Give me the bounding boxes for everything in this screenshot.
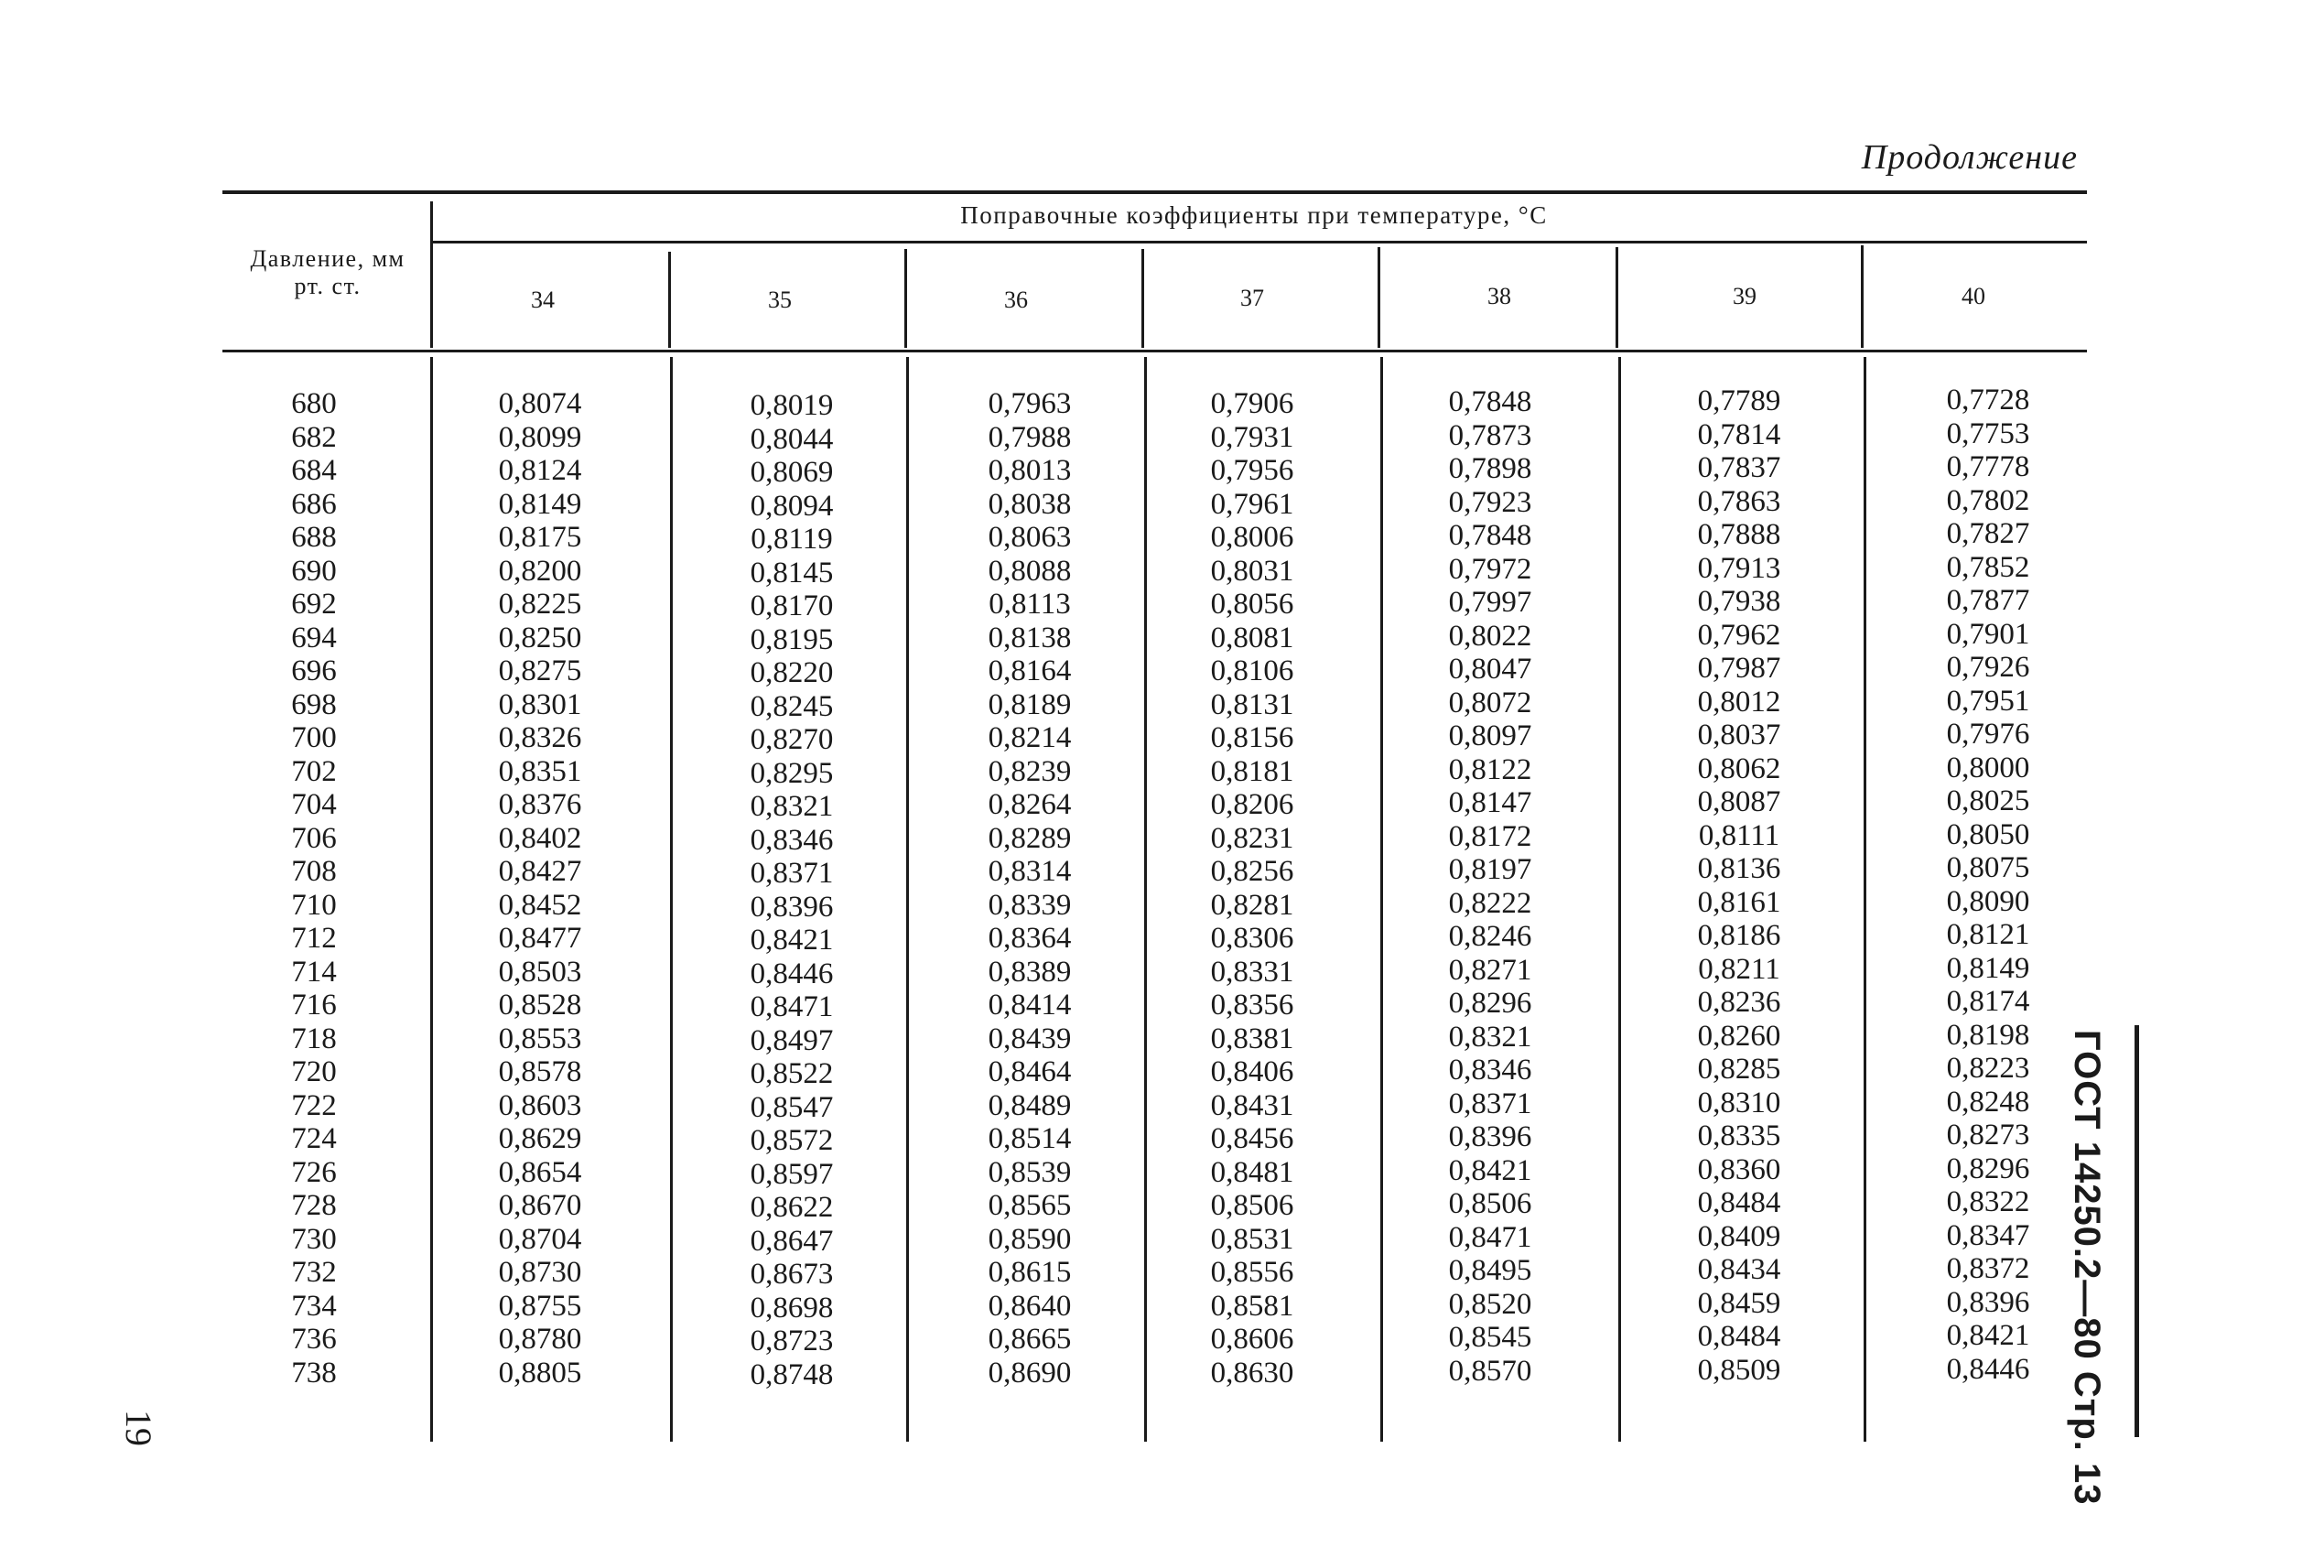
table-cell: 0,8528	[498, 989, 582, 1022]
table-cell: 708	[291, 855, 337, 888]
table-cell: 0,8471	[750, 990, 834, 1023]
table-cell: 0,8223	[1946, 1052, 2030, 1085]
table-cell: 0,8622	[750, 1191, 834, 1224]
table-cell: 0,7837	[1697, 451, 1781, 484]
table-cell: 702	[291, 754, 337, 788]
table-cell: 0,8389	[988, 955, 1072, 989]
table-cell: 0,8256	[1210, 855, 1294, 888]
table-cell: 736	[291, 1323, 337, 1356]
table-cell: 0,8748	[750, 1357, 834, 1391]
table-cell: 0,8446	[1946, 1352, 2030, 1386]
table-cell: 0,8264	[988, 788, 1072, 821]
table-cell: 714	[291, 955, 337, 989]
table-cell: 0,8181	[1210, 754, 1294, 788]
table-cell: 0,8347	[1946, 1218, 2030, 1252]
table-cell: 0,8175	[498, 521, 582, 554]
table-cell: 0,8231	[1210, 821, 1294, 855]
table-cell: 0,8189	[988, 687, 1072, 721]
table-cell: 0,8698	[750, 1291, 834, 1325]
table-cell: 0,8236	[1697, 986, 1781, 1019]
table-cell: 0,8164	[988, 654, 1072, 687]
table-cell: 0,8553	[498, 1022, 582, 1055]
table-cell: 0,8022	[1448, 619, 1532, 653]
value-column-34	[449, 387, 632, 1390]
table-cell: 0,8484	[1697, 1186, 1781, 1219]
table-cell: 0,8326	[498, 721, 582, 754]
table-cell: 0,7987	[1697, 652, 1781, 685]
table-cell: 686	[291, 487, 337, 521]
table-cell: 0,8409	[1697, 1219, 1781, 1253]
table-cell: 0,8364	[988, 922, 1072, 955]
row-header: Давление, мм рт. ст.	[250, 245, 405, 299]
table-cell: 0,8371	[1448, 1087, 1532, 1120]
table-cell: 0,8062	[1697, 752, 1781, 785]
table-cell: 706	[291, 821, 337, 855]
value-column-40	[1897, 384, 2080, 1386]
table-cell: 704	[291, 788, 337, 821]
table-cell: 0,8200	[498, 554, 582, 588]
table-cell: 0,8547	[750, 1090, 834, 1124]
table-cell: 0,8321	[1448, 1020, 1532, 1054]
table-cell: 0,8088	[988, 554, 1072, 588]
table-cell: 0,8434	[1697, 1253, 1781, 1286]
table-cell: 0,8335	[1697, 1119, 1781, 1152]
table-cell: 0,8755	[498, 1289, 582, 1323]
table-cell: 0,8239	[988, 754, 1072, 788]
document-code: ГОСТ 14250.2—80 Стр. 13	[2067, 1030, 2107, 1506]
table-cell: 0,7802	[1946, 483, 2030, 517]
table-cell: 0,8321	[750, 790, 834, 823]
table-cell: 0,8195	[750, 622, 834, 656]
table-cell: 0,8497	[750, 1023, 834, 1057]
table-cell: 0,8459	[1697, 1286, 1781, 1320]
table-cell: 0,8351	[498, 754, 582, 788]
table-cell: 0,8044	[750, 422, 834, 456]
table-cell: 0,7789	[1697, 384, 1781, 417]
table-cell: 696	[291, 654, 337, 687]
table-cell: 0,8421	[750, 924, 834, 957]
table-cell: 0,8421	[1946, 1319, 2030, 1352]
table-cell: 0,8531	[1210, 1222, 1294, 1256]
table-cell: 682	[291, 420, 337, 454]
table-cell: 0,8471	[1448, 1220, 1532, 1254]
table-cell: 0,8396	[1448, 1120, 1532, 1153]
table-cell: 0,8670	[498, 1189, 582, 1222]
continuation-label: Продолжение	[1861, 138, 2078, 177]
table-cell: 0,8647	[750, 1224, 834, 1258]
table-cell: 0,8161	[1697, 885, 1781, 919]
table-cell: 0,8220	[750, 656, 834, 689]
table-cell: 0,8147	[1448, 786, 1532, 819]
table-cell: 688	[291, 521, 337, 554]
table-cell: 0,7848	[1448, 385, 1532, 418]
table-cell: 0,8381	[1210, 1022, 1294, 1055]
table-cell: 0,8248	[1946, 1085, 2030, 1119]
table-cell: 0,8780	[498, 1323, 582, 1356]
table-cell: 0,8456	[1210, 1122, 1294, 1155]
table-cell: 0,8099	[498, 420, 582, 454]
table-cell: 0,8556	[1210, 1256, 1294, 1289]
table-cell: 0,8520	[1448, 1287, 1532, 1321]
table-cell: 692	[291, 588, 337, 621]
table-cell: 0,8289	[988, 821, 1072, 855]
table-cell: 0,7814	[1697, 417, 1781, 451]
col-divider-1	[668, 252, 671, 348]
table-cell: 0,8250	[498, 621, 582, 654]
table-cell: 0,8214	[988, 721, 1072, 754]
table-cell: 0,8186	[1697, 919, 1781, 952]
table-cell: 0,8503	[498, 955, 582, 989]
table-cell: 0,8069	[750, 456, 834, 489]
table-cell: 0,8145	[750, 556, 834, 589]
table-cell: 0,8149	[498, 487, 582, 521]
table-cell: 0,8506	[1210, 1189, 1294, 1222]
table-cell: 0,7898	[1448, 452, 1532, 485]
table-cell: 0,8246	[1448, 920, 1532, 953]
table-cell: 0,8439	[988, 1022, 1072, 1055]
table-cell: 722	[291, 1088, 337, 1122]
table-cell: 0,8050	[1946, 817, 2030, 851]
table-cell: 0,7913	[1697, 551, 1781, 585]
table-cell: 0,7873	[1448, 418, 1532, 452]
table-cell: 0,8245	[750, 689, 834, 723]
table-cell: 0,8031	[1210, 554, 1294, 588]
table-cell: 0,8119	[751, 523, 833, 556]
table-cell: 0,8371	[750, 857, 834, 890]
table-cell: 698	[291, 687, 337, 721]
table-cell: 0,8414	[988, 989, 1072, 1022]
table-cell: 0,7976	[1946, 718, 2030, 751]
table-top-rule	[222, 190, 2087, 194]
table-cell: 0,8581	[1210, 1289, 1294, 1323]
temp-header-40: 40	[1962, 283, 1985, 309]
table-cell: 684	[291, 454, 337, 487]
table-cell: 0,8565	[988, 1189, 1072, 1222]
table-cell: 0,8805	[498, 1356, 582, 1390]
temp-header-34: 34	[531, 287, 555, 313]
table-cell: 0,8270	[750, 723, 834, 756]
table-cell: 0,7877	[1946, 584, 2030, 617]
table-cell: 0,8339	[988, 888, 1072, 922]
value-column-35	[700, 389, 883, 1391]
table-cell: 0,8346	[1448, 1054, 1532, 1087]
table-cell: 0,7972	[1448, 552, 1532, 586]
col-divider-3	[1141, 249, 1144, 348]
table-cell: 710	[291, 888, 337, 922]
table-cell: 0,8360	[1697, 1152, 1781, 1186]
table-cell: 0,8113	[989, 588, 1071, 621]
table-cell: 0,8063	[988, 521, 1072, 554]
table-cell: 720	[291, 1055, 337, 1088]
table-cell: 0,8421	[1448, 1153, 1532, 1187]
col-divider-0b	[430, 357, 433, 1442]
table-cell: 0,8295	[750, 756, 834, 790]
table-cell: 0,8281	[1210, 888, 1294, 922]
col-divider-6b	[1864, 357, 1866, 1442]
table-cell: 0,8446	[750, 957, 834, 990]
table-cell: 0,8211	[1698, 952, 1780, 986]
table-cell: 0,8606	[1210, 1323, 1294, 1356]
table-cell: 0,8590	[988, 1222, 1072, 1256]
table-cell: 0,8477	[498, 922, 582, 955]
table-cell: 0,8690	[988, 1356, 1072, 1390]
table-cell: 0,8640	[988, 1289, 1072, 1323]
col-divider-6	[1861, 245, 1864, 348]
table-cell: 0,8539	[988, 1155, 1072, 1189]
table-cell: 0,8156	[1210, 721, 1294, 754]
table-cell: 738	[291, 1356, 337, 1390]
temp-header-37: 37	[1240, 285, 1264, 311]
table-cell: 0,8131	[1210, 687, 1294, 721]
table-cell: 0,8172	[1448, 819, 1532, 853]
table-cell: 0,8314	[988, 855, 1072, 888]
table-cell: 0,7827	[1946, 517, 2030, 550]
table-cell: 0,8136	[1697, 852, 1781, 885]
table-cell: 0,8222	[1448, 886, 1532, 920]
table-cell: 0,8019	[750, 389, 834, 422]
table-cell: 0,8124	[498, 454, 582, 487]
table-cell: 0,8174	[1946, 985, 2030, 1018]
table-cell: 0,7778	[1946, 450, 2030, 483]
table-cell: 726	[291, 1155, 337, 1189]
table-cell: 0,8331	[1210, 955, 1294, 989]
table-cell: 0,8356	[1210, 989, 1294, 1022]
table-cell: 0,8122	[1448, 752, 1532, 786]
col-divider-1b	[670, 357, 673, 1442]
table-cell: 0,8597	[750, 1157, 834, 1191]
table-cell: 0,8087	[1697, 785, 1781, 818]
value-column-38	[1399, 385, 1582, 1388]
table-cell: 690	[291, 554, 337, 588]
table-cell: 0,8170	[750, 589, 834, 622]
table-cell: 0,8206	[1210, 788, 1294, 821]
table-cell: 0,8037	[1697, 719, 1781, 752]
table-cell: 728	[291, 1189, 337, 1222]
table-cell: 716	[291, 989, 337, 1022]
table-cell: 732	[291, 1256, 337, 1289]
table-cell: 0,7997	[1448, 586, 1532, 619]
table-cell: 0,7852	[1946, 550, 2030, 584]
table-cell: 0,8081	[1210, 621, 1294, 654]
table-cell: 0,8047	[1448, 653, 1532, 686]
table-cell: 0,8138	[988, 621, 1072, 654]
table-cell: 700	[291, 721, 337, 754]
temp-header-39: 39	[1733, 283, 1757, 309]
table-cell: 0,8296	[1946, 1152, 2030, 1185]
table-cell: 734	[291, 1289, 337, 1323]
table-cell: 0,8271	[1448, 953, 1532, 987]
table-cell: 0,8346	[750, 823, 834, 857]
table-cell: 0,8097	[1448, 719, 1532, 752]
table-cell: 0,7906	[1210, 387, 1294, 420]
table-cell: 0,8273	[1946, 1119, 2030, 1152]
table-cell: 0,8121	[1946, 918, 2030, 951]
table-cell: 0,7926	[1946, 651, 2030, 684]
table-cell: 0,8072	[1448, 686, 1532, 719]
table-cell: 0,8376	[498, 788, 582, 821]
table-cell: 0,8006	[1210, 521, 1294, 554]
col-divider-5b	[1618, 357, 1621, 1442]
temp-header-35: 35	[768, 287, 792, 313]
table-cell: 718	[291, 1022, 337, 1055]
pressure-column	[222, 387, 405, 1390]
table-cell: 0,8149	[1946, 951, 2030, 985]
table-cell: 0,8025	[1946, 784, 2030, 817]
table-cell: 0,8306	[1210, 922, 1294, 955]
table-cell: 0,8630	[1210, 1356, 1294, 1390]
table-cell: 0,8322	[1946, 1185, 2030, 1218]
table-cell: 0,8296	[1448, 987, 1532, 1020]
table-cell: 0,8545	[1448, 1321, 1532, 1354]
table-cell: 0,7988	[988, 420, 1072, 454]
table-cell: 0,8285	[1697, 1053, 1781, 1086]
table-cell: 0,8074	[498, 387, 582, 420]
table-cell: 0,8665	[988, 1323, 1072, 1356]
table-cell: 0,8489	[988, 1088, 1072, 1122]
temp-header-36: 36	[1004, 287, 1028, 313]
table-cell: 0,8522	[750, 1057, 834, 1090]
table-cell: 0,8431	[1210, 1088, 1294, 1122]
table-cell: 0,8310	[1697, 1086, 1781, 1119]
col-divider-4b	[1380, 357, 1383, 1442]
table-cell: 0,8094	[750, 489, 834, 523]
table-cell: 0,8495	[1448, 1254, 1532, 1287]
table-cell: 0,8225	[498, 588, 582, 621]
table-cell: 0,7848	[1448, 519, 1532, 552]
table-cell: 0,8578	[498, 1055, 582, 1088]
temp-header-38: 38	[1487, 283, 1511, 309]
table-cell: 0,8406	[1210, 1055, 1294, 1088]
table-cell: 0,7863	[1697, 484, 1781, 518]
table-cell: 0,8106	[1210, 654, 1294, 687]
table-cell: 0,8704	[498, 1222, 582, 1256]
table-cell: 0,8514	[988, 1122, 1072, 1155]
table-cell: 0,8075	[1946, 851, 2030, 884]
table-cell: 0,7901	[1946, 617, 2030, 651]
table-cell: 0,8615	[988, 1256, 1072, 1289]
table-cell: 0,8484	[1697, 1320, 1781, 1353]
table-cell: 0,8506	[1448, 1187, 1532, 1220]
table-cell: 0,8402	[498, 821, 582, 855]
table-cell: 0,8396	[1946, 1285, 2030, 1319]
table-cell: 0,8372	[1946, 1252, 2030, 1285]
table-cell: 0,7923	[1448, 485, 1532, 519]
header-group-rule	[433, 241, 2087, 243]
group-header: Поправочные коэффициенты при температуре, °С	[960, 201, 1548, 229]
col-divider-0	[430, 201, 433, 348]
table-cell: 0,8197	[1448, 853, 1532, 886]
col-divider-2b	[906, 357, 909, 1442]
table-cell: 0,8090	[1946, 884, 2030, 918]
col-divider-4	[1378, 247, 1380, 348]
table-cell: 724	[291, 1122, 337, 1155]
table-cell: 0,8056	[1210, 588, 1294, 621]
table-cell: 0,8260	[1697, 1019, 1781, 1053]
table-cell: 0,8013	[988, 454, 1072, 487]
table-cell: 0,8509	[1697, 1353, 1781, 1387]
table-cell: 694	[291, 621, 337, 654]
table-cell: 0,8570	[1448, 1354, 1532, 1388]
table-cell: 0,7888	[1697, 518, 1781, 551]
table-cell: 0,7938	[1697, 585, 1781, 618]
table-cell: 0,7931	[1210, 420, 1294, 454]
table-cell: 0,8198	[1946, 1018, 2030, 1052]
table-cell: 0,8723	[750, 1325, 834, 1357]
value-column-36	[938, 387, 1121, 1390]
table-cell: 0,8654	[498, 1155, 582, 1189]
table-cell: 0,7962	[1697, 618, 1781, 652]
table-cell: 0,8572	[750, 1124, 834, 1157]
table-cell: 0,8275	[498, 654, 582, 687]
table-cell: 0,8452	[498, 888, 582, 922]
page-number: 19	[118, 1410, 159, 1446]
table-cell: 730	[291, 1222, 337, 1256]
table-cell: 0,8111	[1698, 818, 1780, 852]
table-cell: 0,8673	[750, 1258, 834, 1291]
table-cell: 0,8000	[1946, 751, 2030, 784]
col-divider-3b	[1144, 357, 1147, 1442]
value-column-37	[1161, 387, 1344, 1390]
col-divider-2	[904, 249, 907, 348]
table-cell: 0,8301	[498, 687, 582, 721]
table-cell: 0,8629	[498, 1122, 582, 1155]
table-cell: 680	[291, 387, 337, 420]
table-cell: 0,7728	[1946, 384, 2030, 416]
header-bottom-rule	[222, 350, 2087, 352]
table-cell: 0,8603	[498, 1088, 582, 1122]
table-cell: 0,8396	[750, 890, 834, 924]
table-cell: 712	[291, 922, 337, 955]
table-cell: 0,7753	[1946, 416, 2030, 450]
table-cell: 0,8038	[988, 487, 1072, 521]
table-cell: 0,7951	[1946, 684, 2030, 718]
table-cell: 0,8012	[1697, 685, 1781, 719]
value-column-39	[1648, 384, 1831, 1387]
table-cell: 0,8427	[498, 855, 582, 888]
table-cell: 0,7956	[1210, 454, 1294, 487]
table-cell: 0,7961	[1210, 487, 1294, 521]
table-cell: 0,8464	[988, 1055, 1072, 1088]
col-divider-5	[1616, 247, 1618, 348]
table-cell: 0,7963	[988, 387, 1072, 420]
table-cell: 0,8481	[1210, 1155, 1294, 1189]
table-cell: 0,8730	[498, 1256, 582, 1289]
